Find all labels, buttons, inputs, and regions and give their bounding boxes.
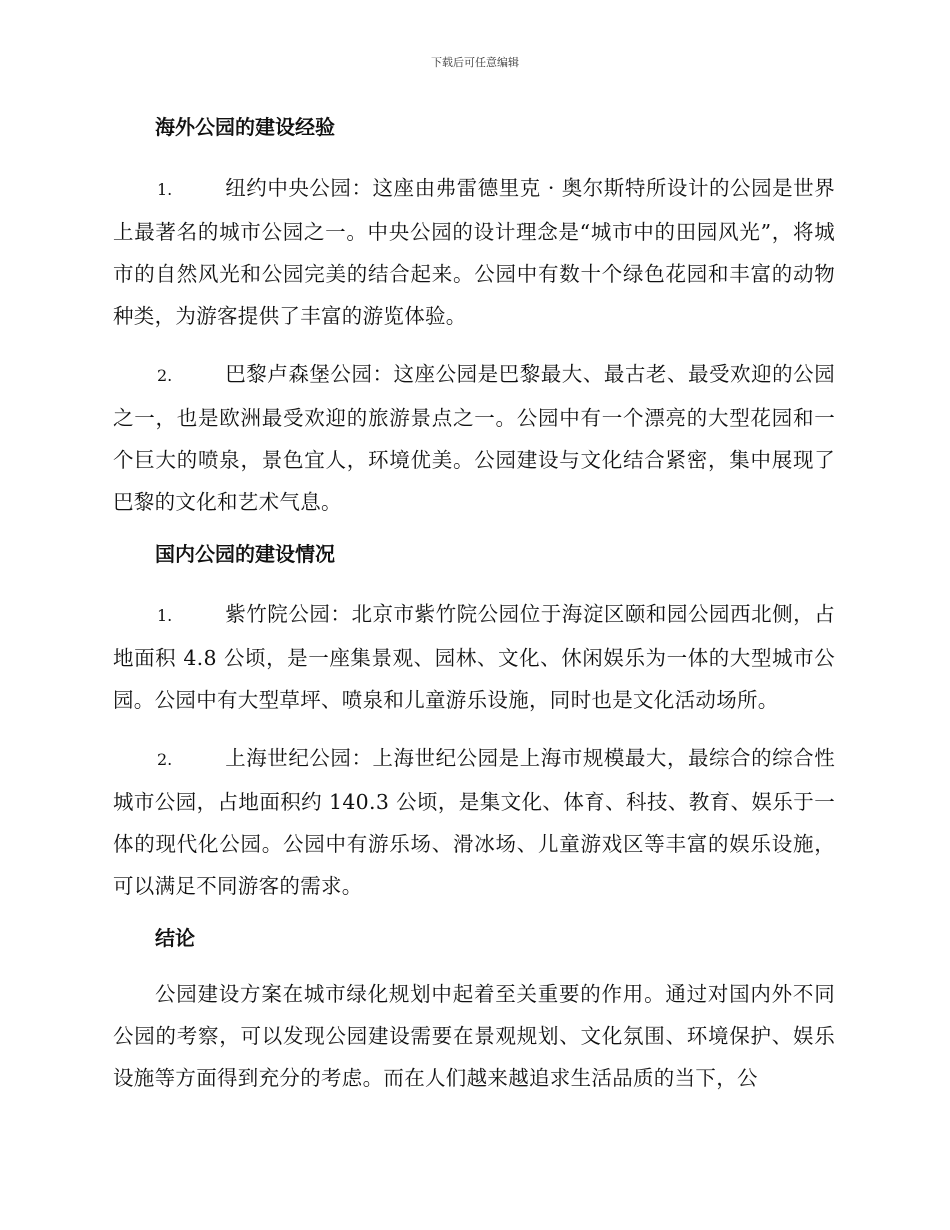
page-header: 下载后可任意编辑 <box>431 56 519 69</box>
list-item <box>113 737 835 907</box>
section-heading: 国内公园的建设情况 <box>155 542 335 566</box>
list-item-text: 紫竹院公园：北京市紫竹院公园位于海淀区颐和园公园西北侧，占地面积 4.8 公顷，是一座集景观、园林、文化、休闲娱乐为一体的大型城市公园。公园中有大型草坪、喷泉和儿童游乐设施，同时也是文化活动场所。 <box>113 602 835 712</box>
section-heading: 结论 <box>155 926 195 950</box>
list-item <box>113 167 835 337</box>
list-item-text: 巴黎卢森堡公园：这座公园是巴黎最大、最古老、最受欢迎的公园之一，也是欧洲最受欢迎的旅游景点之一。公园中有一个漂亮的大型花园和一个巨大的喷泉，景色宜人，环境优美。公园建设与文化结合紧密，集中展现了巴黎的文化和艺术气息。 <box>113 362 835 514</box>
list-item-text: 纽约中央公园：这座由弗雷德里克 · 奥尔斯特所设计的公园是世界上最著名的城市公园之一。中央公园的设计理念是“城市中的田园风光”，将城市的自然风光和公园完美的结合起来。公园中有数十个绿色花园和丰富的动物种类，为游客提供了丰富的游览体验。 <box>113 176 835 328</box>
list-number: 2. <box>157 366 173 385</box>
document-body <box>113 112 835 1115</box>
list-number: 2. <box>157 750 173 769</box>
list-item <box>113 353 835 523</box>
conclusion-paragraph: 公园建设方案在城市绿化规划中起着至关重要的作用。通过对国内外不同公园的考察，可以发现公园建设需要在景观规划、文化氛围、环境保护、娱乐设施等方面得到充分的考虑。而在人们越来越追求生活品质的当下，公 <box>113 982 835 1090</box>
list-number: 1. <box>157 606 173 625</box>
list-number: 1. <box>157 180 173 199</box>
list-item <box>113 593 835 721</box>
list-item-text: 上海世纪公园：上海世纪公园是上海市规模最大，最综合的综合性城市公园，占地面积约 140.3 公顷，是集文化、体育、科技、教育、娱乐于一体的现代化公园。公园中有游乐场、滑冰场、儿童游戏区等丰富的娱乐设施，可以满足不同游客的需求。 <box>113 746 835 898</box>
section-heading: 海外公园的建设经验 <box>155 115 335 139</box>
